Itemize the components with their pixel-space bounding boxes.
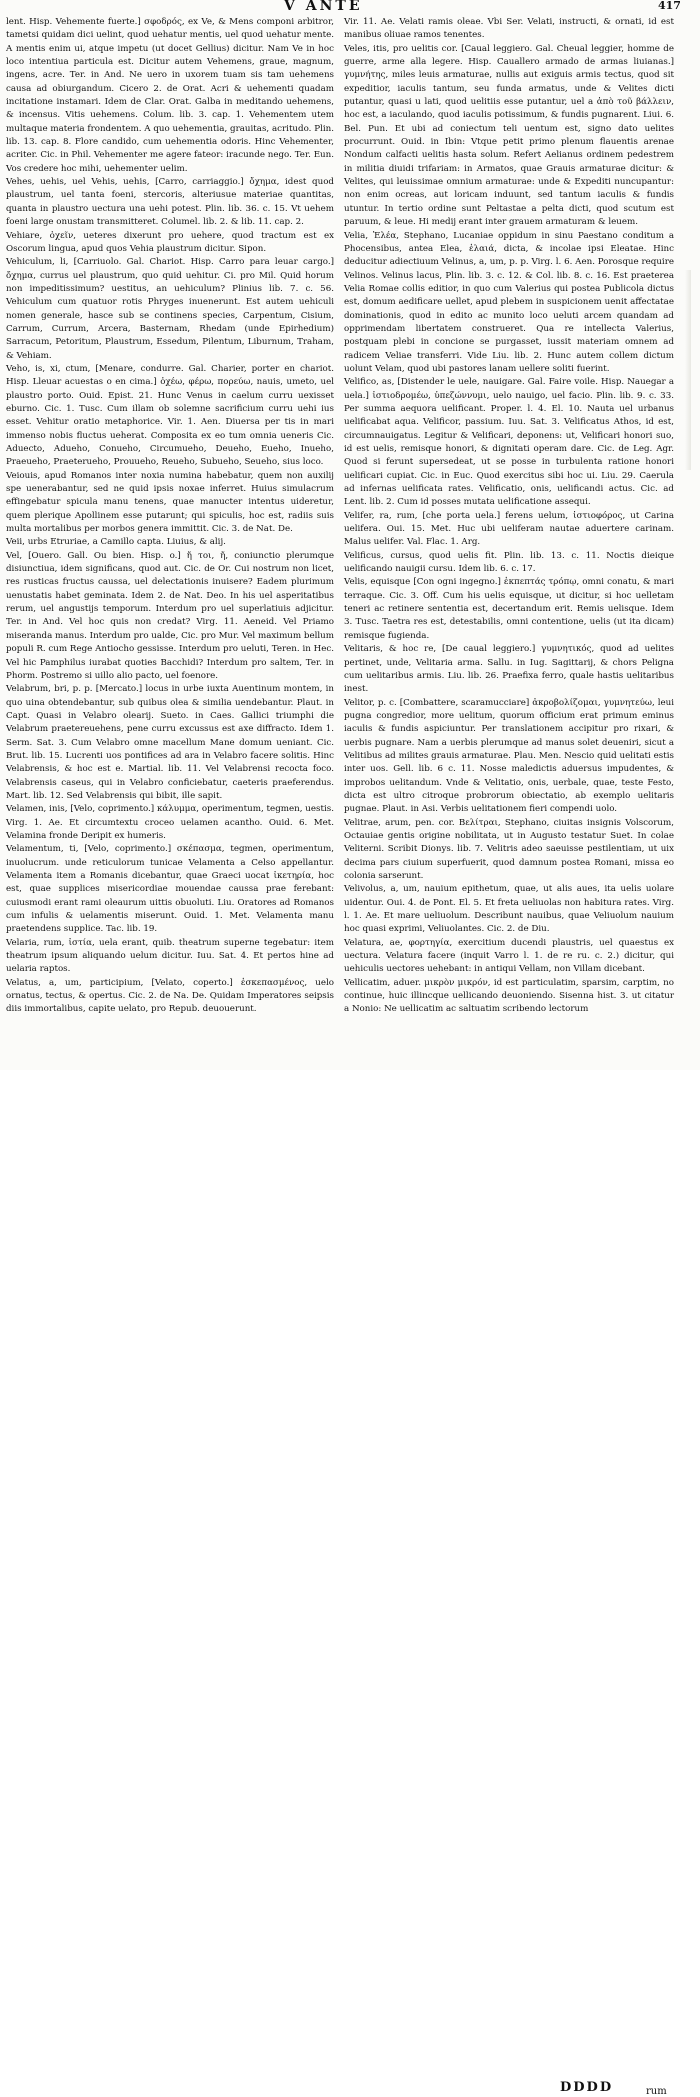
entry-veiouis: Veiouis, apud Romanos inter noxia numina habebatur, quem non auxilij spe uenerabantur, sed ne quid ipsis noxae inferret. Huius simulacrum effingebatur spicula manu tenens, quae manucter intentus uideretur, quem plerique Apollinem esse putarunt; qui spiculis, hoc est, radiis suis multa mortalibus per morbos genera immittit. Cic. 3. de Nat. De. (6, 470, 334, 535)
entry-velatus-cont: Vir. 11. Ae. Velati ramis oleae. Vbi Ser. Velati, instructi, & ornati, id est manibus oliuae ramos tenentes. (344, 17, 674, 41)
entry-velivolus: Velivolus, a, um, nauium epithetum, quae, ut alis aues, ita uelis uolare uidentur. Oui. 4. de Pont. El. 5. Et freta ueliuolas non habitura rates. Virg. l. 1. Ae. Et mare ueliuolum. Describunt nauibus, quae Veliuolum nauium hoc quasi exprimi, Veliuolantes. Cic. 2. de Diu. (344, 884, 674, 935)
entry-velaria: Velaria, rum, ἱστία, uela erant, quib. theatrum superne tegebatur: item theatrum ipsum aliquando uelum dicitur. Iuu. Sat. 4. Et pertos hine ad uelaria raptos. (6, 937, 334, 975)
entry-velatura: Velatura, ae, φορτηγία, exercitium ducendi plaustris, uel quaestus ex uectura. Velatura facere (inquit Varro l. 1. de re ru. c. 2.) dicitur, qui uehiculis uectores uehebant: in antiqui Vellam, non Villam dicebant. (344, 937, 674, 975)
entry-velatus: Velatus, a, um, participium, [Velato, coperto.] ἐσκεπασμένος, uelo ornatus, tectus, & opertus. Cic. 2. de Na. De. Quidam Imperatores seipsis diis immortalibus, capite uelato, pro Repub. deuouerunt. (6, 977, 334, 1015)
page-footer (0, 1040, 700, 2097)
running-header (0, 0, 700, 16)
entry-velabrum: Velabrum, bri, p. p. [Mercato.] locus in urbe iuxta Auentinum montem, in quo uina obtendebantur, sub quibus olea & similia uendebantur. Plaut. in Capt. Quasi in Velabro olearij. Sueto. in Caes. Gallici triumphi die Velabrum praetereuehens, pene curru excussus est axe diffracto. Idem 1. Serm. Sat. 3. Cum Velabro omne macellum Mane domum ueniant. Cic. Brut. lib. 15. Lucrenti uos pontifices ad ara in Velabro facere solitis. Hinc Velabrensis, & hoc est e. Martial. lib. 11. Vel Velabrensi recocta foco. Velabrensis caseus, qui in Velabro conficiebatur, caeteris praeferendus. Mart. lib. 12. Sed Velabrensis qui bibit, ille sapit. (6, 684, 334, 801)
entry-velamen: Velamen, inis, [Velo, coprimento.] κάλυμμα, operimentum, tegmen, uestis. Virg. 1. Ae. Et circumtextu croceo uelamen acantho. Ouid. 6. Met. Velamina fronde Deripit ex humeris. (6, 804, 334, 841)
entry-vehemens: lent. Hisp. Vehemente fuerte.] σφοδρός, ex Ve, & Mens componi arbitror, tametsi quidam dici uelint, quod uehatur mentis, uel quod uehatur mente. A mentis enim ui, atque impetu (ut docet Gellius) dicitur. Nam Ve in hoc loco intentiua particula est. Dicitur autem Vehemens, graue, magnum, ingens, acre. Ter. in And. Ne uero in uxorem tuam sis tam uehemens causa ad obiurgandum. Cicero 2. de Orat. Acri & uehementi quadam incitatione instamari. Idem de Clar. Orat. Galba in meditando uehemens, & incensus. Vitis uehemens. Colum. lib. 3. cap. 1. Vehementem utem multaque materia frondentem. A quo uehementia, grauitas, acritudo. Plin. lib. 13. cap. 8. Flore candido, cum uehementia odoris. Hinc Vehementer, acriter. Cic. in Phil. Vehementer me agere fateor: iracunde nego. Ter. Eun. Vos credere hoc mihi, uehementer uelim. (6, 17, 334, 174)
page-number: 417 (658, 0, 681, 12)
entry-vehes: Vehes, uehis, uel Vehis, uehis, [Carro, carriaggio.] ὄχημα, idest quod plaustrum, uel tanta foeni, stercoris, alteriusue materiae quantitas, quanta in plaustro uectura una uehi potest. Plin. lib. 36. c. 15. Vt uehem foeni large onustam transmitteret. Columel. lib. 2. & lib. 11. cap. 2. (6, 177, 334, 228)
entry-velificus: Velificus, cursus, quod uelis fit. Plin. lib. 13. c. 11. Noctis dieique uelificando nauigii cursu. Idem lib. 6. c. 17. (344, 550, 674, 575)
entry-velitrae: Velitrae, arum, pen. cor. Βελίτραι, Stephano, ciuitas insignis Volscorum, Octauiae gentis origine nobilitata, ut in Augusto testatur Suet. In colae Veliterni. Scribit Dionys. lib. 7. Velitris adeo saeuisse pestilentiam, ut uix decima pars ciuium superfuerit, quod damnum postea Romani, missa eo colonia sarserunt. (344, 817, 674, 881)
signature-mark: DDDD (560, 2080, 614, 2095)
entry-vehiculum: Vehiculum, li, [Carriuolo. Gal. Chariot. Hisp. Carro para leuar cargo.] ὄχημα, currus uel plaustrum, quo quid uehitur. Ci. pro Mil. Quid horum non impeditissimum? uestitus, an uehiculum? Plinius lib. 7. c. 56. Vehiculum cum quatuor rotis Phryges inuenerunt. Est autem uehiculi nomen generale, hasce sub se continens species, Carpentum, Cisium, Carrum, Currum, Arcera, Basternam, Rhedam (unde Epirhedium) Sarracum, Petoritum, Plaustrum, Essedum, Pilentum, Liburnum, Traham, & Vehiam. (6, 257, 334, 361)
entry-vel: Vel, [Ouero. Gall. Ou bien. Hisp. o.] ἤ τοι, ἤ, coniunctio plerumque disiunctiua, idem significans, quod aut. Cic. de Or. Cui nostrum non licet, res rusticas fructus caussa, uel delectationis inuisere? Eadem plurimum uenustatis habet geminata. Idem 2. de Nat. Deo. In his uel asperitatibus rerum, uel angustijs temporum. Interdum pro uel superlatiuis adjicitur. Ter. in And. Vel hoc quis non credat? Virg. 11. Aeneid. Vel Priamo miseranda manus. Interdum pro ualde, Cic. pro Mur. Vel maximum bellum populi R. cum Rege Antiocho gessisse. Interdum pro ueluti, Teren. in Hec. Vel hic Pamphilus iurabat quoties Bacchidi? Interdum pro saltem, Ter. in Phorm. Postremo si uillo alio pacto, uel foenore. (6, 550, 334, 681)
left-column (6, 16, 334, 1017)
entry-velia: Velia, Ἐλέα, Stephano, Lucaniae oppidum in sinu Paestano conditum a Phocensibus, antea Elea, ἐλαιά, dicta, & incolae ipsi Eleatae. Hinc deducitur adiectiuum Velinus, a, um, p. p. Virg. l. 6. Aen. Porosque require Velinos. Velinus lacus, Plin. lib. 3. c. 12. & Col. lib. 8. c. 16. Est praeterea Velia Romae collis editior, in quo cum Valerius qui postea Publicola dictus est, domum aedificare uellet, apud plebem in suspicionem uenit affectatae dominationis, quod in edito ac munito loco ueluti arcem quandam ad opprimendam libertatem construeret. Qua re intellecta Valerius, postquam plebi in concione se purgasset, iussit materiam omnem ad radicem Veliae transferri. Vide Liu. lib. 2. Hunc autem collem dictum uolunt Velam, quod ubi pastores lanam uellere soliti fuerint. (344, 230, 674, 374)
entry-veii: Veii, urbs Etruriae, a Camillo capta. Liuius, & alij. (6, 537, 226, 548)
entry-veho: Veho, is, xi, ctum, [Menare, condurre. Gal. Charier, porter en chariot. Hisp. Lleuar acuestas o en cima.] ὀχέω, φέρω, πορεύω, nauis, umeto, uel plaustro porto. Ouid. Epist. 21. Hunc Venus in caelum curru uexisset eburno. Cic. 1. Tusc. Cum illam ob solemne sacrificium curru uehi ius esset. Vehitur oratio metaphorice. Vir. 1. Aen. Diuersa per tis in mari immenso nobis fluctus ueherat. Composita ex eo tum omnia ueneris Cic. Aduecto, Adueho, Conueho, Circumueho, Deueho, Eueho, Inueho, Praeueho, Praeterueho, Prouueho, Reueho, Subueho, Seueho, sius loco. (6, 363, 334, 468)
entry-vehiare: Vehiare, ὀχεῖν, ueteres dixerunt pro uehere, quod tractum est ex Oscorum lingua, apud quos Vehia plaustrum dicitur. Sipon. (6, 230, 334, 254)
entry-velis: Velis, equisque [Con ogni ingegno.] ἐκπεπτάς τρόπῳ, omni conatu, & mari terraque. Cic. 3. Off. Cum his uelis equisque, ut dicitur, si hoc uelletam teneri ac retinere sententia est, decertandum erit. Remis uelisque. Idem 3. Tusc. Taetra res est, detestabilis, omni contentione, uelis (ut ita dicam) remisque fugienda. (344, 577, 674, 641)
page-edge-shadow (685, 270, 691, 470)
catchword: rum (646, 2086, 667, 2097)
entry-velifer: Velifer, ra, rum, [che porta uela.] ferens uelum, ἱστιοφόρος, ut Carina uelifera. Oui. 15. Met. Huc ubi ueliferam nautae aduertere carinam. Malus uelifer. Val. Flac. 1. Arg. (344, 510, 674, 548)
entry-velamentum: Velamentum, ti, [Velo, coprimento.] σκέπασμα, tegmen, operimentum, inuolucrum. unde reticulorum tunicae Velamenta a Celso appellantur. Velamenta item a Romanis dicebantur, quae Graeci uocat ἱκετηρία, hoc est, quae supplices misericordiae mouendae caussa prae ferebant: cuiusmodi erant rami oleaurum uittis obuoluti. Liu. Oratores ad Romanos cum infulis & uelamentis miserunt. Ouid. 1. Met. Velamenta manu praetendens supplice. Tac. lib. 19. (6, 844, 334, 935)
entry-velitaris: Velitaris, & hoc re, [De caual leggiero.] γυμνητικός, quod ad uelites pertinet, unde, Velitaria arma. Sallu. in Iug. Sagittarij, & chors Peligna cum uelitaribus armis. Liu. lib. 26. Praefixa ferro, quale hastis uelitaribus inest. (344, 644, 674, 695)
entry-veles: Veles, itis, pro uelitis cor. [Caual leggiero. Gal. Cheual leggier, homme de guerre, arme alla legere. Hisp. Cauallero armado de armas liuianas.] γυμνήτης, miles leuis armaturae, nullis aut exiguis armis tectus, quod sit expeditior, iaculis tantum, seu funda armatus, unde & Velites dicti putantur, quasi u lati, quod uelitiis esse putantur, uel a ἀπὸ τοῦ βάλλειν, hoc est, a iaculando, quod iaculis potissimum, & fundis pugnarent. Liui. 6. Bel. Pun. Et ubi ad coniectum teli uentum est, signo dato uelites procurrunt. Ouid. in Ibin: Vtque petit primo plenum flauentis arenae Nondum calfacti uelitis hasta solum. Refert Aelianus ordinem pedestrem in militia diuidi trifariam: in Armatos, quae Grauis armaturae dicitur: & Velites, qui leuissimae omnium armaturae: unde & Expediti nuncupantur: non enim ocreas, aut loricam induunt, sed tantum iaculis & fundis utuntur. In tertio ordine sunt Peltastae a pelta dicti, quod scutum est paruum, & leue. Hi medij erant inter grauem armaturam & leuem. (344, 43, 674, 228)
entry-velifico: Velifico, as, [Distender le uele, nauigare. Gal. Faire voile. Hisp. Nauegar a uela.] ἱστιοδρομέω, ὑπεζώννυμι, uelo nauigo, uel facio. Plin. lib. 9. c. 33. Per summa aequora uelificant. Proper. l. 4. El. 10. Nauta uel urbanus uelificabat aqua. Velificor, passium. Iuu. Sat. 3. Velificatus Athos, id est, circumnauigatus. Legitur & Velificari, deponens: ut, Velificari honori suo, id est uelis, remisque honori, & dignitati operam dare. Cic. de Leg. Agr. Quod si ferunt supersedeat, ut se posse in turbulenta ratione honori uelificari cupiat. Cic. in Euc. Quod exercitus sibi hoc ui. Liu. 29. Caerula ad infernas uelificata rates. Velificatio, onis, uelificandi actus. Cic. ad Lent. lib. 2. Cum id posses mutata uelificatione assequi. (344, 377, 674, 508)
entry-velitor: Velitor, p. c. [Combattere, scaramucciare] ἀκροβολίζομαι, γυμνητεύω, leui pugna congredior, more uelitum, quorum officium erat primum eminus iaculis & fundis aspiciuntur. Per translationem accipitur pro rixari, & uerbis pugnare. Nam a uerbis plerumque ad manus solet deueniri, sicut a Velitibus ad milites grauis armaturae. Plau. Men. Nescio quid uelitati estis inter uos. Gell. lib. 6 c. 11. Nosse maledictis aduersus impudentes, & improbos uelitandum. Vnde & Velitatio, onis, uerbale, quae, teste Festo, dicta est ultro citroque probrorum obiectatio, ab exemplo uelitaris pugnae. Plaut. in Asi. Verbis uelitationem fieri compendi uolo. (344, 697, 674, 815)
entry-vellicatim: Vellicatim, aduer. μικρὸν μικρόν, id est particulatim, sparsim, carptim, no continue, huic illincque uellicando deuoniendo. Sisenna hist. 3. ut citatur a Nonio: Ne uellicatim ac saltuatim scribendo lectorum (344, 977, 674, 1015)
right-column (344, 16, 674, 1017)
running-title: V ANTE (284, 0, 363, 14)
